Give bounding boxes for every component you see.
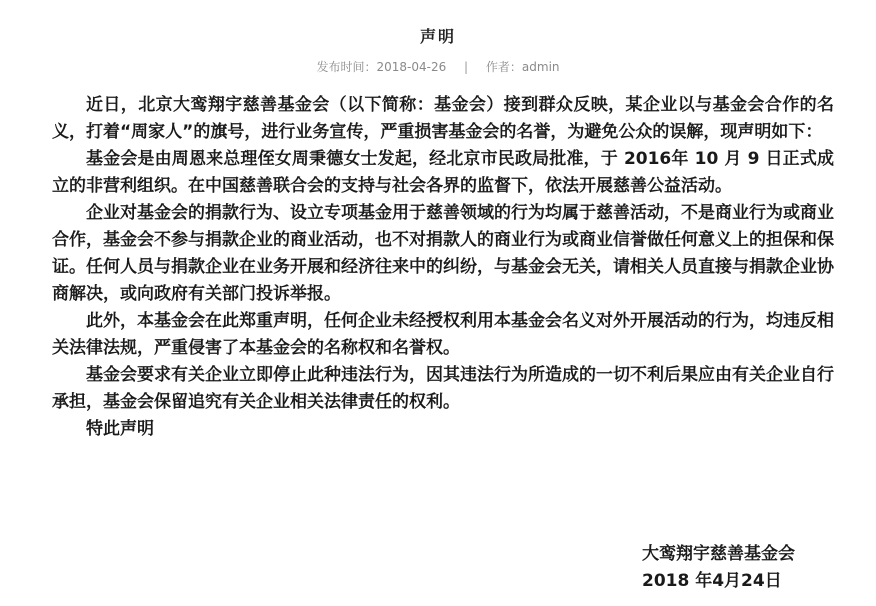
author: 作者：admin xyxy=(485,60,560,74)
publish-time: 发布时间：2018-04-26 xyxy=(316,60,447,74)
paragraph-foundation-info: 基金会是由周恩来总理侄女周秉德女士发起，经北京市民政局批准，于 2016年 10 月 9 日正式成立的非营利组织。在中国慈善联合会的支持与社会各界的监督下，依法开展慈善公益活动。 xyxy=(52,149,834,196)
signature-organization: 大鸾翔宇慈善基金会 xyxy=(642,544,795,564)
meta-separator: | xyxy=(464,60,469,74)
signature-block xyxy=(620,541,840,595)
paragraph-unauthorized-use: 此外，本基金会在此郑重声明，任何企业未经授权利用本基金会名义对外开展活动的行为，均违反相关法律法规，严重侵害了本基金会的名称权和名誉权。 xyxy=(52,311,834,358)
paragraph-demand: 基金会要求有关企业立即停止此种违法行为，因其违法行为所造成的一切不利后果应由有关企业自行承担，基金会保留追究有关企业相关法律责任的权利。 xyxy=(52,365,834,412)
signature-date: 2018 年4月24日 xyxy=(642,571,782,591)
statement-body xyxy=(52,92,834,443)
paragraph-closing: 特此声明 xyxy=(86,419,154,439)
paragraph-intro: 近日，北京大鸾翔宇慈善基金会（以下简称：基金会）接到群众反映，某企业以与基金会合作的名义，打着“周家人”的旗号，进行业务宣传，严重损害基金会的名誉，为避免公众的误解，现声明如下： xyxy=(52,95,834,142)
page-title: 声明 xyxy=(419,27,456,46)
paragraph-donation-policy: 企业对基金会的捐款行为、设立专项基金用于慈善领域的行为均属于慈善活动，不是商业行为或商业合作，基金会不参与捐款企业的商业活动，也不对捐款人的商业行为或商业信誉做任何意义上的担保和保证。任何人员与捐款企业在业务开展和经济往来中的纠纷，与基金会无关，请相关人员直接与捐款企业协商解决，或向政府有关部门投诉举报。 xyxy=(52,203,834,304)
article-meta xyxy=(0,58,876,75)
